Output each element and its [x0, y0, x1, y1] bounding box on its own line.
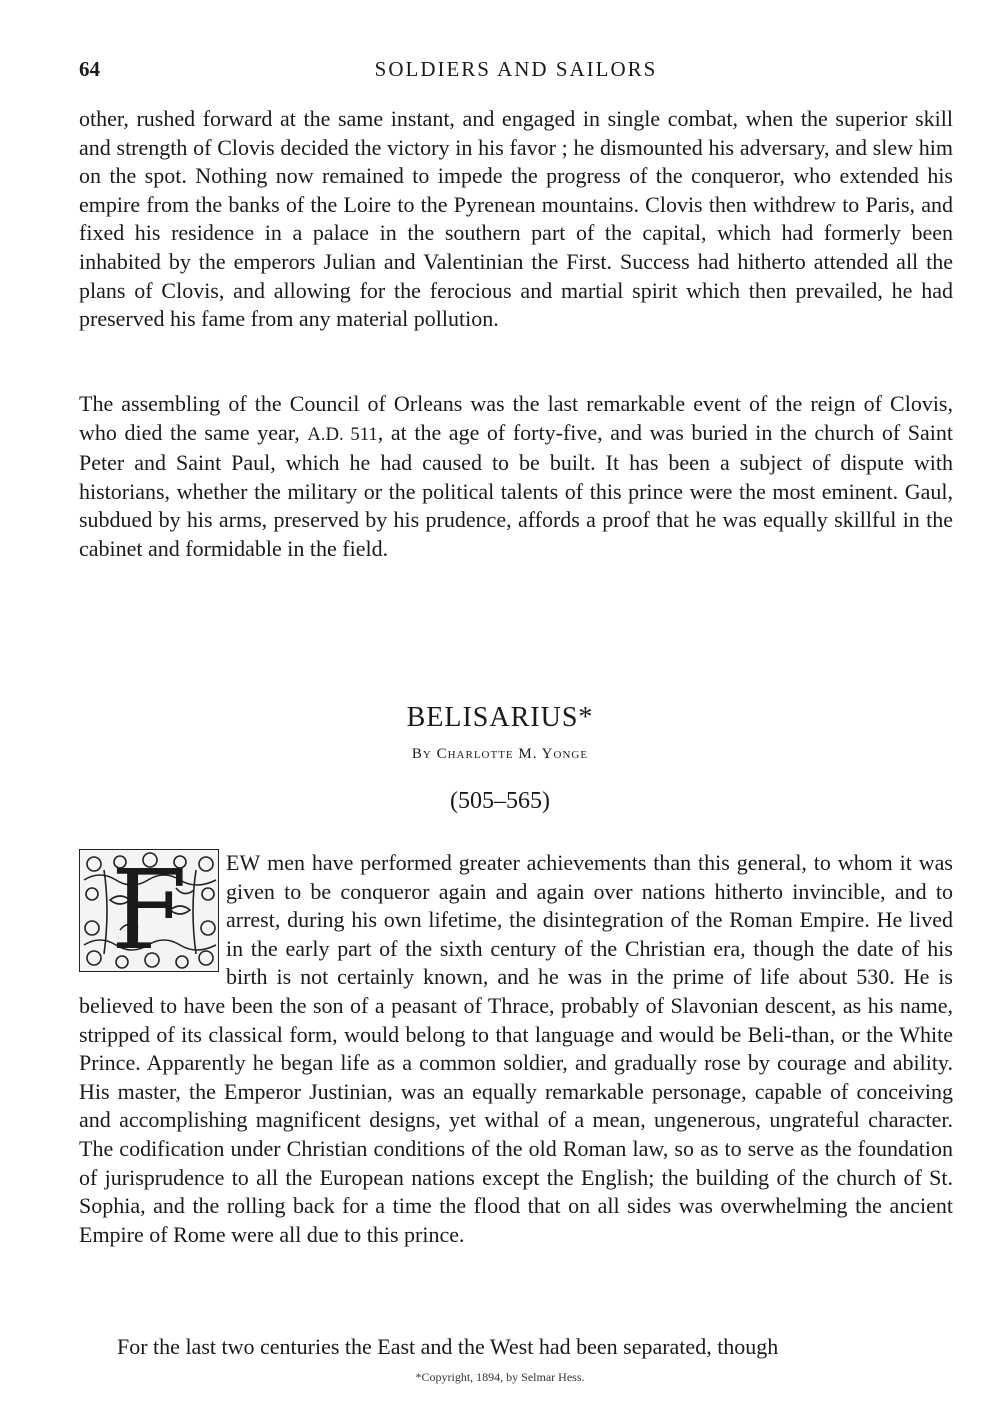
belisarius-paragraph-1 [79, 849, 953, 1249]
article-title: BELISARIUS* [406, 702, 594, 733]
article-dates: (505–565) [450, 788, 550, 814]
clovis-paragraph-2-end: , at the age of forty-five, and was buried in the church of Saint Peter and Saint Paul, which he had caused to be built. It has been a subject of dispute with historians, whether the military or the political talents of this prince were the most eminent. Gaul, subdued by his arms, preserved by his prudence, affords a proof that he was equally skillful in the cabinet and formidable in the field. [79, 419, 953, 561]
belisarius-paragraph-1-text: men have performed greater achievements than this general, to whom it was given to be conqueror again and again over nations hitherto invincible, and to arrest, during his own lifetime, the disintegration of the Roman Empire. He lived in the early part of the sixth century of the Christian era, though the date of his birth is not certainly known, and he was in the prime of life about 530. He is believed to have been the son of a peasant of Thrace, probably of Slavonian descent, as his name, stripped of its classical form, would belong to that language and would be Beli-than, or the White Prince. Apparently he began life as a common soldier, and gradually rose by courage and ability. His master, the Emperor Justinian, was an equally remarkable personage, capable of conceiving and accomplishing magnificent designs, yet withal of a mean, ungenerous, ungrateful character. The codification under Christian conditions of the old Roman law, so as to serve as the foundation of jurisprudence to all the European nations except the English; the building of the church of St. Sophia, and the rolling back for a time the flood that on all sides was overwhelming the ancient Empire of Rome were all due to this prince. [79, 850, 953, 1247]
lead-caps: EW [226, 850, 261, 875]
page-header [79, 57, 953, 87]
drop-cap-letter: F [110, 849, 188, 972]
running-title: SOLDIERS AND SAILORS [374, 57, 658, 81]
copyright-footnote: *Copyright, 1894, by Selmar Hess. [415, 1370, 585, 1384]
ornamental-drop-cap [79, 849, 219, 972]
clovis-paragraph-1: other, rushed forward at the same instant, and engaged in single combat, when the superior skill and strength of Clovis decided the victory in his favor ; he dismounted his adversary, and slew him on the spot. Nothing now remained to impede the progress of the conqueror, who extended his empire from the banks of the Loire to the Pyrenean mountains. Clovis then withdrew to Paris, and fixed his residence in a palace in the southern part of the capital, which had formerly been inhabited by the emperors Julian and Valentinian the First. Success had hitherto attended all the plans of Clovis, and allowing for the ferocious and martial spirit which then prevailed, he had preserved his fame from any material pollution. [79, 106, 953, 332]
article-byline: By Charlotte M. Yonge [411, 746, 589, 762]
page-number: 64 [79, 57, 100, 81]
clovis-paragraph-2 [79, 390, 953, 564]
clovis-death-date: A.D. 511 [307, 423, 378, 445]
clovis-paragraph-2-start: The assembling of the Council of Orleans was the last remarkable event of the reign of Clovis, who died the same year, [79, 391, 953, 445]
belisarius-paragraph-2: For the last two centuries the East and the West had been separated, though [117, 1334, 779, 1359]
